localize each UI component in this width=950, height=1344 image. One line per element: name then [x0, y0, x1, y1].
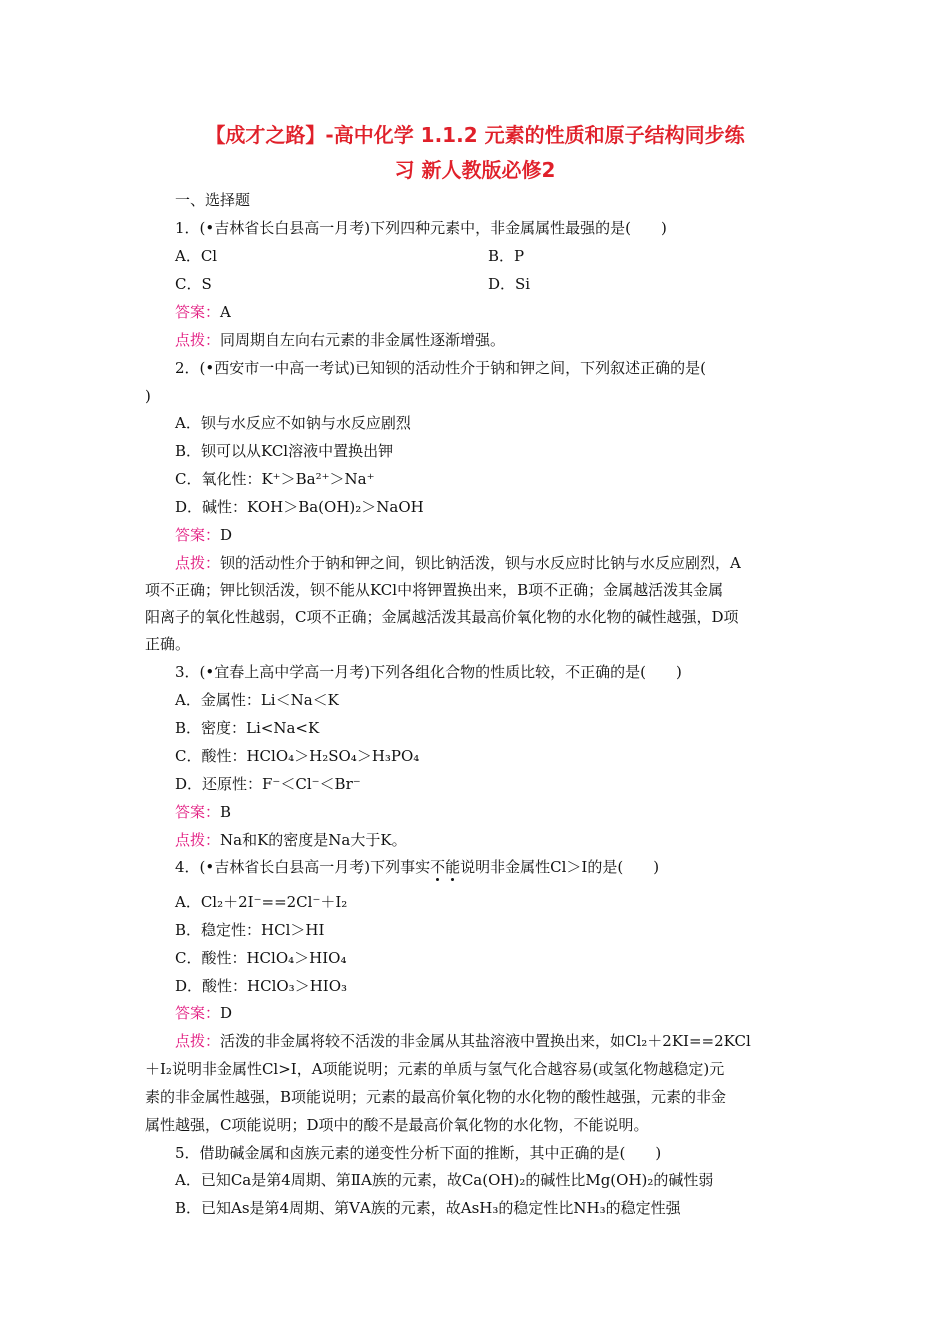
q4-option-d: D．酸性：HClO₃＞HIO₃: [175, 977, 348, 995]
q2-stem-line2: ): [145, 387, 151, 405]
q1-answer-value: A: [220, 303, 231, 321]
q1-stem: 1．(•吉林省长白县高一月考)下列四种元素中，非金属属性最强的是( ): [175, 219, 667, 237]
answer-label: 答案：: [175, 803, 221, 821]
q4-emphasis-neng: 能: [445, 858, 461, 876]
hint-label: 点拨：: [175, 1032, 221, 1050]
q1-hint: [175, 330, 505, 350]
q2-option-a: A．钡与水反应不如钠与水反应剧烈: [175, 414, 411, 432]
q2-stem-line1: 2．(•西安市一中高一考试)已知钡的活动性介于钠和钾之间，下列叙述正确的是(: [175, 359, 706, 377]
q4-hint-line4: 属性越强，C项能说明；D项中的酸不是最高价氧化物的水化物，不能说明。: [145, 1116, 649, 1134]
q2-option-b: B．钡可以从KCl溶液中置换出钾: [175, 442, 394, 460]
q4-hint-line3: 素的非金属性越强，B项能说明；元素的最高价氧化物的水化物的酸性越强，元素的非金: [145, 1088, 727, 1106]
q4-emphasis-bu: 不: [430, 858, 446, 876]
q3-option-b: B．密度：Li<Na<K: [175, 719, 320, 737]
answer-label: 答案：: [175, 1004, 221, 1022]
answer-label: 答案：: [175, 303, 221, 321]
q4-stem-part2: 说明非金属性Cl＞I的是( ): [460, 858, 660, 876]
q4-hint-line2: ＋I₂说明非金属性Cl>I，A项能说明；元素的单质与氢气化合越容易(或氢化物越稳定)元: [145, 1060, 725, 1078]
q1-option-c: C．S: [175, 275, 212, 293]
q5-stem: 5．借助碱金属和卤族元素的递变性分析下面的推断，其中正确的是( ): [175, 1144, 662, 1162]
q4-stem: [175, 857, 659, 877]
q2-hint-line1: [175, 553, 741, 573]
q1-option-a: A．Cl: [175, 247, 218, 265]
q1-option-d: D．Si: [488, 275, 531, 293]
q4-hint-text: 活泼的非金属将较不活泼的非金属从其盐溶液中置换出来，如Cl₂＋2KI==2KCl: [220, 1032, 751, 1050]
q1-answer: [175, 302, 231, 322]
q5-option-b: B．已知As是第4周期、第ⅤA族的元素，故AsH₃的稳定性比NH₃的稳定性强: [175, 1199, 681, 1217]
q3-option-a: A．金属性：Li＜Na＜K: [175, 691, 339, 709]
q3-hint-text: Na和K的密度是Na大于K。: [220, 831, 407, 849]
q3-hint: [175, 830, 407, 850]
q2-hint-line2: 项不正确；钾比钡活泼，钡不能从KCl中将钾置换出来，B项不正确；金属越活泼其金属: [145, 581, 724, 599]
q3-answer-value: B: [220, 803, 232, 821]
q2-answer-value: D: [220, 526, 233, 544]
q1-option-b: B．P: [488, 247, 525, 265]
q4-option-b: B．稳定性：HCl＞HI: [175, 921, 325, 939]
q2-hint-line4: 正确。: [145, 635, 191, 653]
q4-answer: [175, 1003, 232, 1023]
q3-option-c: C．酸性：HClO₄＞H₂SO₄＞H₃PO₄: [175, 747, 420, 765]
q2-option-d: D．碱性：KOH＞Ba(OH)₂＞NaOH: [175, 498, 424, 516]
q3-answer: [175, 802, 231, 822]
q2-hint-text: 钡的活动性介于钠和钾之间，钡比钠活泼，钡与水反应时比钠与水反应剧烈，A: [220, 554, 741, 572]
document-title-line1: 【成才之路】-高中化学 1.1.2 元素的性质和原子结构同步练: [205, 123, 745, 147]
section-heading: 一、选择题: [175, 191, 251, 209]
answer-label: 答案：: [175, 526, 221, 544]
hint-label: 点拨：: [175, 331, 221, 349]
q4-stem-part1: 4．(•吉林省长白县高一月考)下列事实: [175, 858, 431, 876]
hint-label: 点拨：: [175, 554, 221, 572]
q4-answer-value: D: [220, 1004, 233, 1022]
q2-option-c: C．氧化性：K⁺＞Ba²⁺＞Na⁺: [175, 470, 375, 488]
hint-label: 点拨：: [175, 831, 221, 849]
q4-option-a: A．Cl₂＋2I⁻==2Cl⁻＋I₂: [175, 893, 348, 911]
q4-option-c: C．酸性：HClO₄＞HIO₄: [175, 949, 347, 967]
q2-hint-line3: 阳离子的氧化性越弱，C项不正确；金属越活泼其最高价氧化物的水化物的碱性越强，D项: [145, 608, 739, 626]
q1-hint-text: 同周期自左向右元素的非金属性逐渐增强。: [220, 331, 506, 349]
q2-answer: [175, 525, 232, 545]
q3-option-d: D．还原性：F⁻＜Cl⁻＜Br⁻: [175, 775, 361, 793]
q5-option-a: A．已知Ca是第4周期、第ⅡA族的元素，故Ca(OH)₂的碱性比Mg(OH)₂的碱性弱: [175, 1171, 714, 1189]
q4-hint-line1: [175, 1031, 751, 1051]
document-title-line2: 习 新人教版必修2: [394, 158, 556, 182]
q3-stem: 3．(•宜春上高中学高一月考)下列各组化合物的性质比较，不正确的是( ): [175, 663, 682, 681]
